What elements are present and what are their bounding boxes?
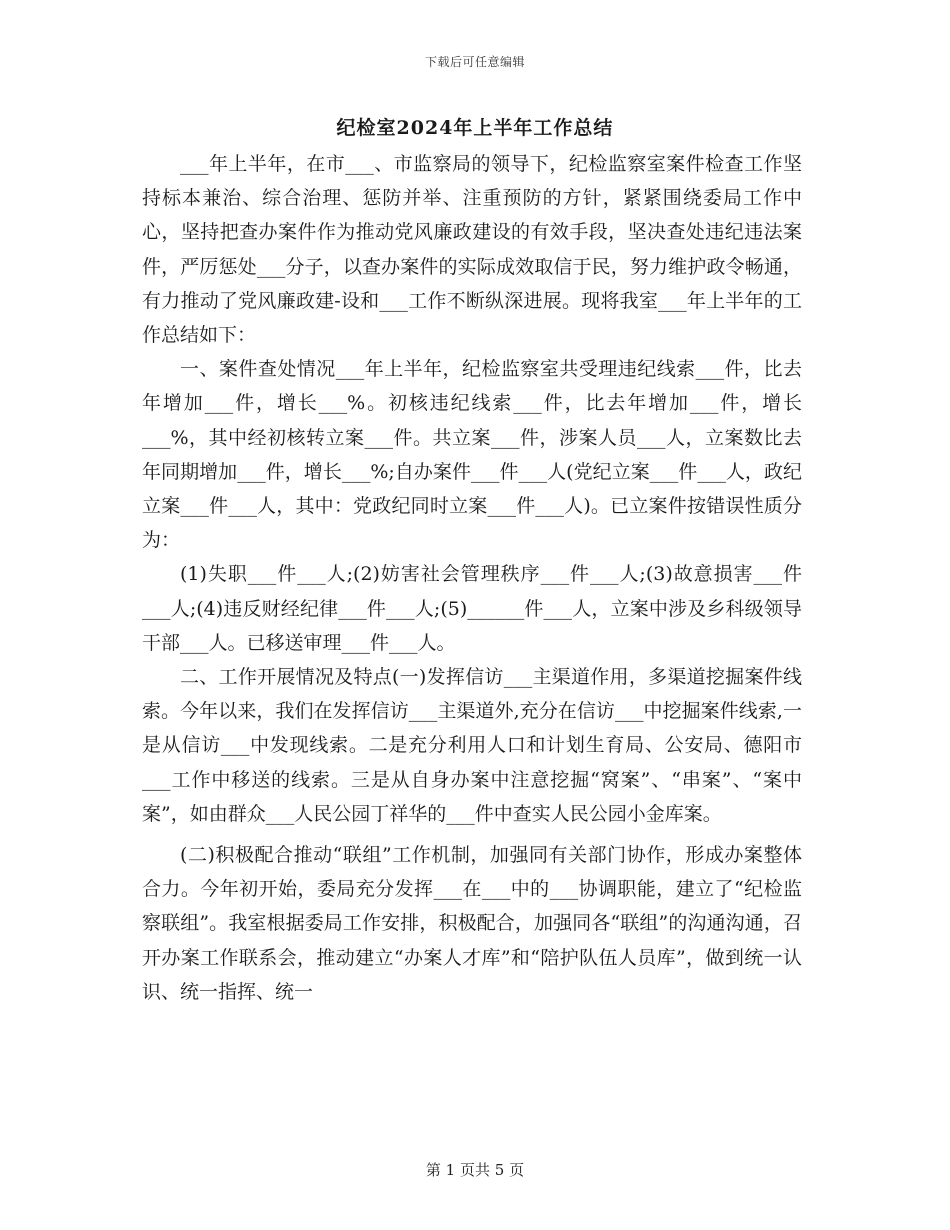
paragraph-joint-group: (二)积极配合推动“联组”工作机制，加强同有关部门协作，形成办案整体合力。今年初开始，委局充分发挥___在___中的___协调职能，建立了“纪检监察联组”。我室根据委局工作安排，积极配合，加强同各“联组”的沟通沟通，召开办案工作联系会，推动建立“办案人才库”和“陪护队伍人员库”，做到统一认识、统一指挥、统一 (142, 844, 802, 1003)
document-body (142, 147, 802, 1009)
page-footer: 第 1 页共 5 页 (425, 1161, 525, 1179)
paragraph-intro: ___年上半年，在市___、市监察局的领导下，纪检监察室案件检查工作坚持标本兼治、综合治理、惩防并举、注重预防的方针，紧紧围绕委局工作中心，坚持把查办案件作为推动党风廉政建设的有效手段，坚决查处违纪违法案件，严厉惩处___分子，以查办案件的实际成效取信于民，努力维护政令畅通，有力推动了党风廉政建-设和___工作不断纵深进展。现将我室___年上半年的工作总结如下： (142, 153, 802, 347)
paragraph-case-handling: 一、案件查处情况___年上半年，纪检监察室共受理违纪线索___件，比去年增加___件，增长___%。初核违纪线索___件，比去年增加___件，增长___%，其中经初核转立案___件。共立案___件，涉案人员___人，立案数比去年同期增加___件，增长___%;自办案件___件___人(党纪立案___件___人，政纪立案___件___人，其中：党政纪同时立案___件___人)。已立案件按错误性质分为： (142, 358, 802, 552)
document-title: 纪检室2024年上半年工作总结 (336, 117, 614, 139)
paragraph-work-progress: 二、工作开展情况及特点(一)发挥信访___主渠道作用，多渠道挖掘案件线索。今年以来，我们在发挥信访___主渠道外,充分在信访___中挖掘案件线索,一是从信访___中发现线索。二是充分利用人口和计划生育局、公安局、德阳市___工作中移送的线索。三是从自身办案中注意挖掘“窝案”、“串案”、“案中案”，如由群众___人民公园丁祥华的___件中查实人民公园小金库案。 (142, 666, 802, 825)
header-note: 下载后可任意编辑 (424, 55, 525, 69)
paragraph-case-categories: (1)失职___件___人;(2)妨害社会管理秩序___件___人;(3)故意损害___件___人;(4)违反财经纪律___件___人;(5)______件___人，立案中涉及乡科级领导干部___人。已移送审理___件___人。 (142, 563, 802, 654)
